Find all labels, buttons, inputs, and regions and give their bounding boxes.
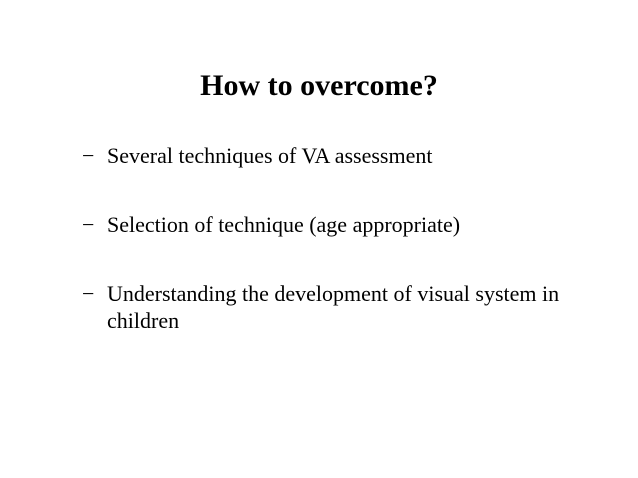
dash-icon: − bbox=[82, 212, 95, 237]
bullet-text: Selection of technique (age appropriate) bbox=[107, 212, 461, 237]
bullet-text: Several techniques of VA assessment bbox=[107, 143, 433, 168]
slide-title: How to overcome? bbox=[200, 69, 438, 102]
dash-icon: − bbox=[82, 281, 95, 306]
bullet-list bbox=[82, 142, 582, 334]
bullet-item bbox=[82, 211, 582, 238]
bullet-text: Understanding the development of visual system in children bbox=[107, 281, 560, 333]
bullet-item bbox=[82, 142, 582, 169]
dash-icon: − bbox=[82, 143, 95, 168]
bullet-item bbox=[82, 280, 582, 334]
